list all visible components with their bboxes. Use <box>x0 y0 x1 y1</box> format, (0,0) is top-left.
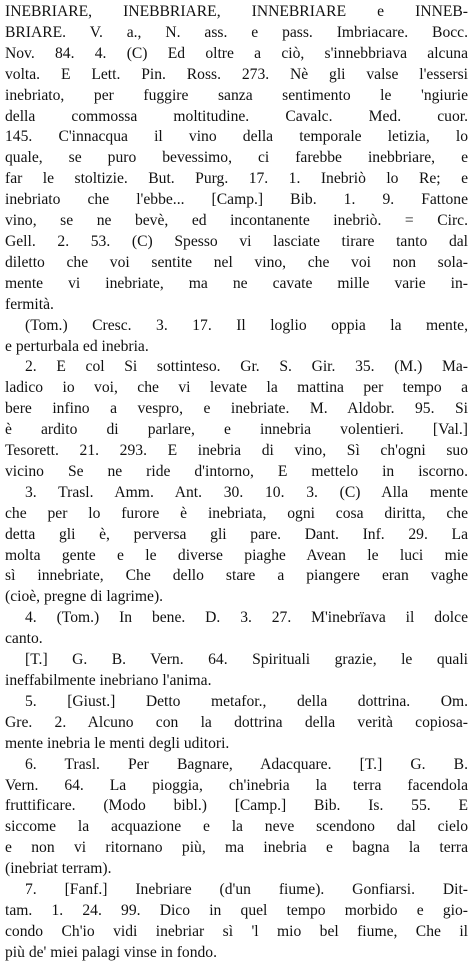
entry-sense-4 <box>5 608 468 650</box>
text-line: mente inebria le menti degli uditori. <box>5 734 230 752</box>
text-line: 2. E col Si sottinteso. Gr. S. Gir. 35. (M.) Ma- <box>25 358 468 376</box>
text-line: condo Ch'io vidi inebriar sì 'l mio bel fiume, Che il <box>5 922 468 940</box>
text-line: più de' miei palagi vinse in fondo. <box>5 943 217 961</box>
text-line: 4. (Tom.) In bene. D. 3. 27. M'inebrïava il dolce <box>25 609 468 627</box>
text-line: 3. Trasl. Amm. Ant. 30. 10. 3. (C) Alla mente <box>25 483 468 501</box>
entry-paragraph-vern <box>5 650 468 692</box>
text-line: bere infino a vespro, e inebriate. M. Aldobr. 95. Si <box>5 400 468 418</box>
text-line: che per lo furore è inebriata, ogni cosa diritta, che <box>5 504 468 522</box>
text-line: è ardito di parlare, e innebria volentieri. [Val.] <box>5 421 468 439</box>
entry-sense-6 <box>5 755 468 880</box>
entry-paragraph-tom <box>5 316 468 358</box>
text-line: ladico io voi, che vi levate la mattina per tempo a <box>5 379 468 397</box>
text-line: Vern. 64. La pioggia, ch'inebria la terra facendola <box>5 776 468 794</box>
text-line: BRIARE. V. a., N. ass. e pass. Imbriacare. Bocc. <box>5 23 468 41</box>
entry-sense-3 <box>5 483 468 608</box>
text-line: detta gli è, perversa gli pare. Dant. Inf. 29. La <box>5 525 468 543</box>
text-line: 7. [Fanf.] Inebriare (d'un fiume). Gonfiarsi. Dit- <box>25 881 468 899</box>
text-line: 5. [Giust.] Detto metafor., della dottrina. Om. <box>25 692 468 710</box>
text-line: inebriato, per fuggire sanza sentimento le 'ngiurie <box>5 86 468 104</box>
text-line: e perturbala ed inebria. <box>5 337 149 355</box>
text-line: sì innebriate, Che dello stare a piangere eran vaghe <box>5 567 468 585</box>
text-line: Gell. 2. 53. (C) Spesso vi lasciate tirare tanto dal <box>5 232 468 250</box>
text-line: Gre. 2. Alcuno con la dottrina della verità copiosa- <box>5 713 468 731</box>
entry-sense-2 <box>5 357 468 482</box>
text-line: inebriato che l'ebbe... [Camp.] Bib. 1. 9. Fattone <box>5 191 468 209</box>
text-line: (cioè, pregne di lagrime). <box>5 588 164 606</box>
text-line: vino, se ne bevè, ed incontanente inebriò. = Circ. <box>5 212 468 230</box>
text-line: 6. Trasl. Per Bagnare, Adacquare. [T.] G. B. <box>25 755 468 773</box>
text-line: siccome la acquazione e la neve scendono dal cielo <box>5 818 468 836</box>
text-line: tam. 1. 24. 99. Dico in quel tempo morbido e gio- <box>5 901 468 919</box>
text-line: fermità. <box>5 295 54 313</box>
text-line: Tesorett. 21. 293. E inebria di vino, Sì ch'ogni suo <box>5 442 468 460</box>
text-line: della commossa moltitudine. Cavalc. Med. cuor. <box>5 107 468 125</box>
text-line: molta gente e le diverse piaghe Avean le luci mie <box>5 546 468 564</box>
text-line: quale, se puro bevessimo, ci farebbe inebbriare, e <box>5 149 468 167</box>
text-line: ineffabilmente inebriano l'anima. <box>5 672 212 689</box>
text-line: e non vi ritornano più, ma inebria e bagna la terra <box>5 839 468 857</box>
text-line: (Tom.) Cresc. 3. 17. Il loglio oppia la mente, <box>25 316 468 334</box>
text-line: far le stoltizie. But. Purg. 17. 1. Inebriò lo Re; e <box>5 170 468 188</box>
text-line: Nov. 84. 4. (C) Ed oltre a ciò, s'innebbriava alcuna <box>5 44 468 62</box>
entry-paragraph-main <box>5 2 468 316</box>
text-line: INEBRIARE, INEBBRIARE, INNEBRIARE e INNEB- <box>5 3 468 20</box>
text-line: mente vi inebriate, ma ne cavate mille varie in- <box>5 274 468 292</box>
text-line: volta. E Lett. Pin. Ross. 273. Nè gli valse l'essersi <box>5 65 468 83</box>
text-line: (inebriat terram). <box>5 860 112 878</box>
text-line: canto. <box>5 630 43 648</box>
text-line: vicino Se ne ride d'intorno, E mettelo in iscorno. <box>5 462 468 480</box>
text-line: [T.] G. B. Vern. 64. Spirituali grazie, le quali <box>25 651 468 669</box>
text-line: fruttificare. (Modo bibl.) [Camp.] Bib. Is. 55. E <box>5 797 468 815</box>
entry-sense-7 <box>5 880 468 964</box>
entry-sense-5 <box>5 692 468 755</box>
text-line: 145. C'innacqua il vino della temporale letizia, lo <box>5 128 468 146</box>
text-line: diletto che voi sentite nel vino, che voi non sola- <box>5 253 468 271</box>
